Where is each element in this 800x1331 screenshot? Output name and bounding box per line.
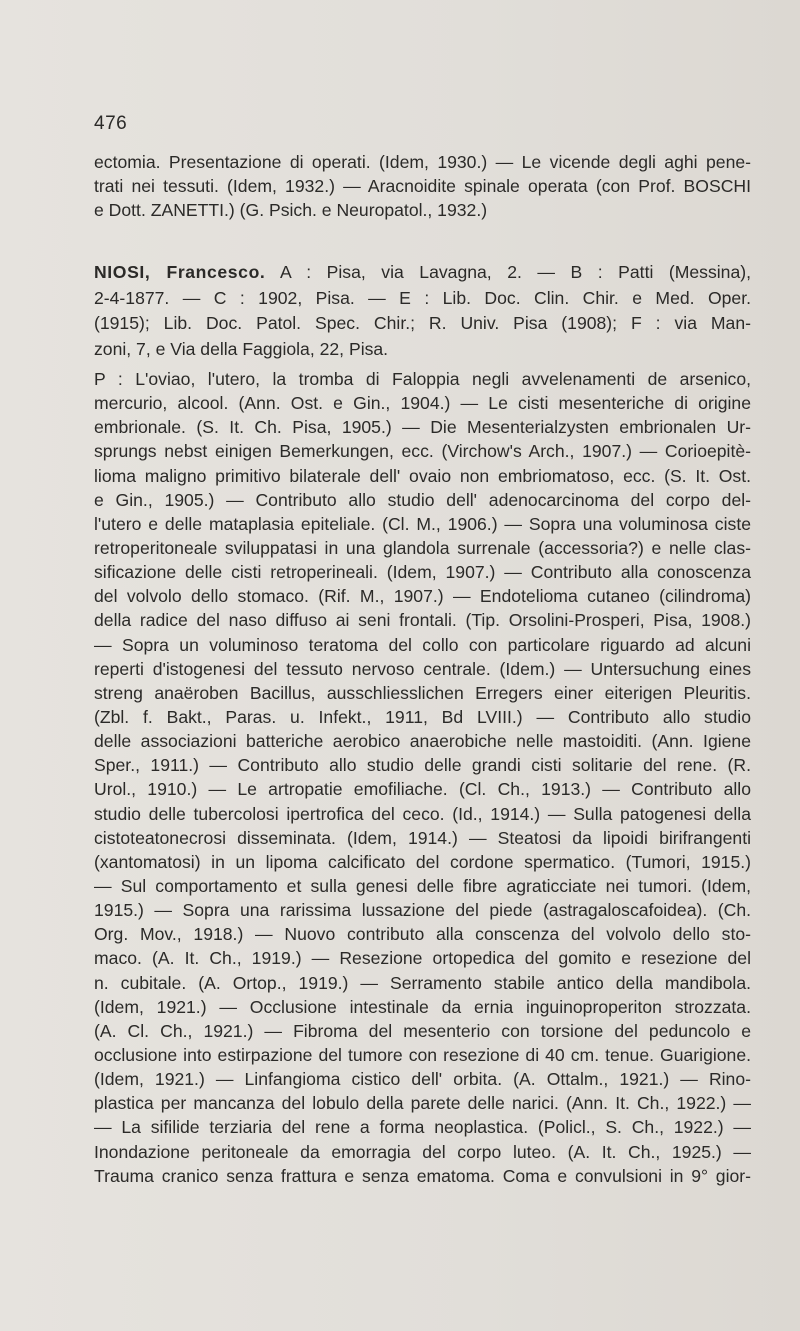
text-line: sificazione delle cisti retroperineali. (Idem, 1907.) — Contributo alla conoscenza [94,562,751,583]
text-line: (1915); Lib. Doc. Patol. Spec. Chir.; R. Univ. Pisa (1908); F : via Man- [94,313,751,334]
text-line: Sper., 1911.) — Contributo allo studio delle grandi cisti solitarie del rene. (R. [94,755,751,776]
text-line: streng anaëroben Bacillus, ausschliesslichen Erregers einer eiterigen Pleuritis. [94,682,751,703]
text-line: retroperitoneale sviluppatasi in una glandola surrenale (accessoria?) e nelle clas- [94,537,751,558]
text-line: trati nei tessuti. (Idem, 1932.) — Aracnoidite spinale operata (con Prof. BOSCHI [94,176,751,197]
text-line: Trauma cranico senza frattura e senza ematoma. Coma e convulsioni in 9° gior- [94,1165,751,1186]
text-line: — Sopra un voluminoso teratoma del collo con particolare riguardo ad alcuni [94,634,751,655]
entry-header-rest: A : Pisa, via Lavagna, 2. — B : Patti (Messina), [265,262,752,282]
page-number: 476 [94,113,128,134]
text-line: della radice del naso diffuso ai seni frontali. (Tip. Orsolini-Prosperi, Pisa, 1908.) [94,610,751,631]
text-line: embrionale. (S. It. Ch. Pisa, 1905.) — Die Mesenterialzysten embrionalen Ur- [94,417,751,438]
entry-header-line [94,260,751,286]
entry-name: NIOSI, Francesco. [94,262,266,282]
text-line: ectomia. Presentazione di operati. (Idem, 1930.) — Le vicende degli aghi pene- [94,152,751,172]
text-line: mercurio, alcool. (Ann. Ost. e Gin., 1904.) — Le cisti mesenteriche di origine [94,393,751,414]
entry-header [94,260,751,362]
publications-paragraph [94,367,751,1188]
text-line: reperti d'istogenesi del tessuto nervoso centrale. (Idem.) — Untersuchung eines [94,658,751,679]
text-line: Inondazione peritoneale da emorragia del corpo luteo. (A. It. Ch., 1925.) — [94,1141,751,1162]
text-line: delle associazioni batteriche aerobico anaerobiche nelle mastoiditi. (Ann. Igiene [94,731,751,752]
text-line: (Idem, 1921.) — Occlusione intestinale da ernia inguinoproperiton strozzata. [94,996,751,1017]
text-line: — La sifilide terziaria del rene a forma neoplastica. (Policl., S. Ch., 1922.) — [94,1117,751,1138]
text-line: e Gin., 1905.) — Contributo allo studio dell' adenocarcinoma del corpo del- [94,489,751,510]
text-line: sprungs nebst einigen Bemerkungen, ecc. (Virchow's Arch., 1907.) — Corioepitè- [94,441,751,462]
text-line: Org. Mov., 1918.) — Nuovo contributo alla conscenza del volvolo dello sto- [94,924,751,945]
text-line: cistoteatonecrosi disseminata. (Idem, 1914.) — Steatosi da lipoidi birifrangenti [94,827,751,848]
text-line: studio delle tubercolosi ipertrofica del ceco. (Id., 1914.) — Sulla patogenesi della [94,803,751,824]
text-line: 1915.) — Sopra una rarissima lussazione del piede (astragaloscafoidea). (Ch. [94,900,751,921]
text-line: n. cubitale. (A. Ortop., 1919.) — Serramento stabile antico della mandibola. [94,972,751,993]
text-line: 2-4-1877. — C : 1902, Pisa. — E : Lib. Doc. Clin. Chir. e Med. Oper. [94,287,751,308]
text-line: e Dott. ZANETTI.) (G. Psich. e Neuropatol., 1932.) [94,200,488,221]
text-line: P : L'oviao, l'utero, la tromba di Faloppia negli avvelenamenti de arsenico, [94,369,751,389]
text-line: (Idem, 1921.) — Linfangioma cistico dell' orbita. (A. Ottalm., 1921.) — Rino- [94,1069,751,1090]
text-line: occlusione into estirpazione del tumore con resezione di 40 cm. tenue. Guarigione. [94,1044,751,1065]
text-line: (Zbl. f. Bakt., Paras. u. Infekt., 1911, Bd LVIII.) — Contributo allo studio [94,706,751,727]
text-line: (xantomatosi) in un lipoma calcificato del cordone spermatico. (Tumori, 1915.) [94,851,751,872]
text-line: l'utero e delle mataplasia epiteliale. (Cl. M., 1906.) — Sopra una voluminosa ciste [94,513,751,534]
text-line: (A. Cl. Ch., 1921.) — Fibroma del mesenterio con torsione del peduncolo e [94,1020,751,1041]
text-line: del volvolo dello stomaco. (Rif. M., 1907.) — Endotelioma cutaneo (cilindroma) [94,586,751,607]
text-line: plastica per mancanza del lobulo della parete delle narici. (Ann. It. Ch., 1922.) — [94,1093,751,1114]
text-line: maco. (A. It. Ch., 1919.) — Resezione ortopedica del gomito e resezione del [94,948,751,969]
text-line: zoni, 7, e Via della Faggiola, 22, Pisa. [94,338,389,359]
continuation-paragraph [94,150,751,223]
text-line: Urol., 1910.) — Le artropatie emofiliache. (Cl. Ch., 1913.) — Contributo allo [94,779,751,800]
text-line: — Sul comportamento et sulla genesi delle fibre agraticciate nei tumori. (Idem, [94,875,751,896]
text-line: lioma maligno primitivo bilaterale dell' ovaio non embriomatoso, ecc. (S. It. Ost. [94,465,751,486]
